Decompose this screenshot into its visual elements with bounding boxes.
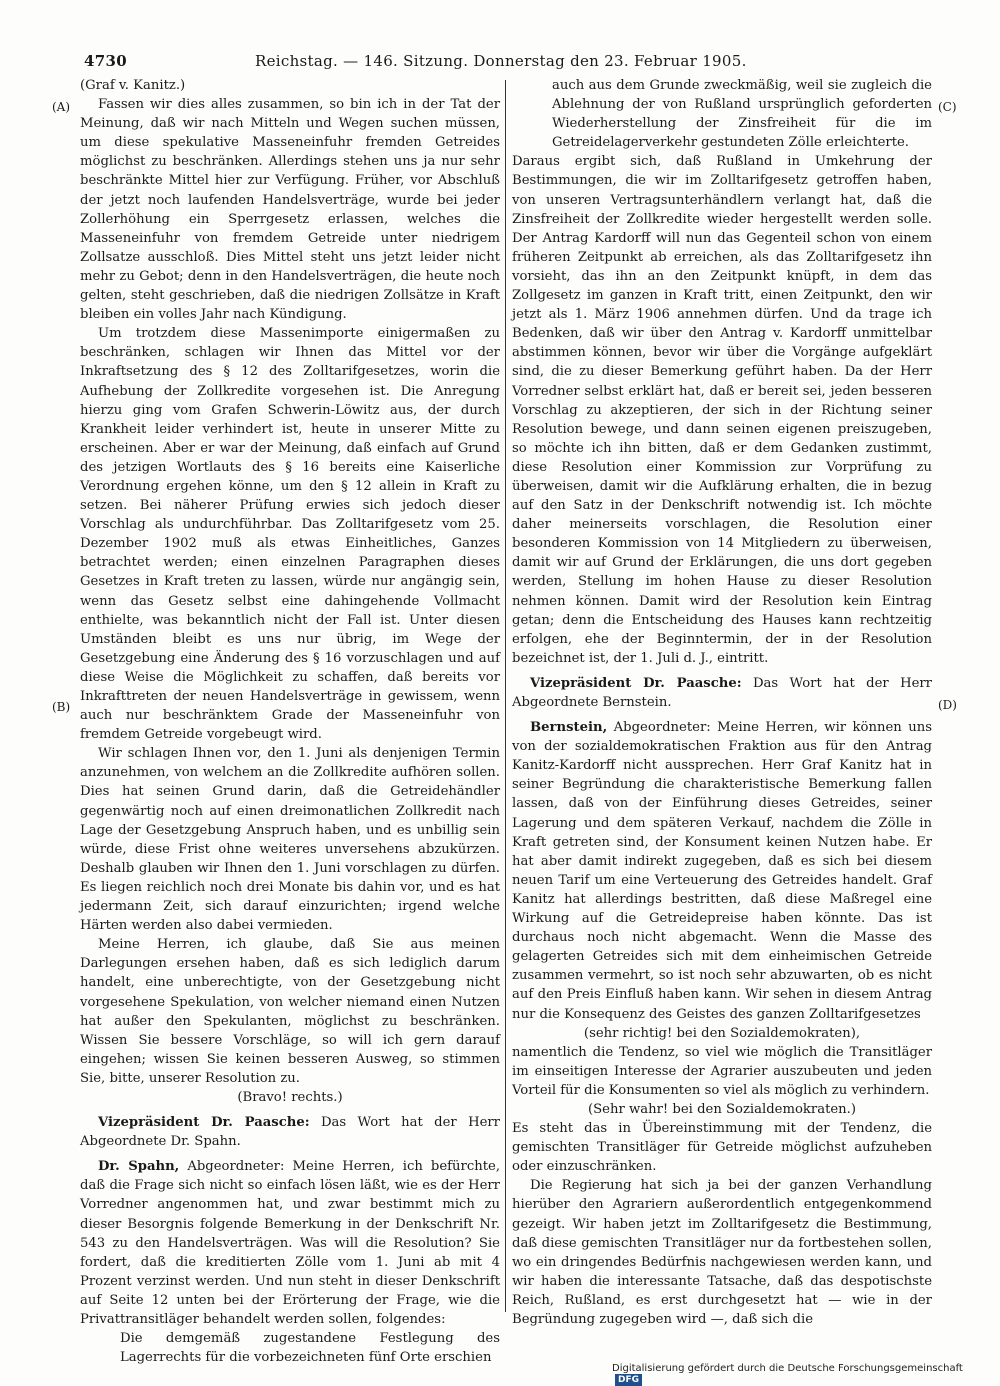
footer-text: Digitalisierung gefördert durch die Deutsche Forschungsgemeinschaft: [612, 1363, 963, 1374]
speaker-name: Dr. Spahn,: [98, 1159, 180, 1175]
speech-text: Abgeordneter: Meine Herren, ich befürchte, daß die Frage sich nicht so einfach lösen läßt, wie es der Herr Vorredner angenommen hat, und zwar bestimmt mich zu dieser Besorgnis folgende Bemerkung in der Denkschrift Nr. 543 zu den Handelsverträgen. Was will die Resolution? Sie fordert, daß die kreditierten Zölle vom 1. Juni ab mit 4 Prozent verzinst werden. Und nun steht in dieser Denkschrift auf Seite 12 unten bei der Erörterung der Frage, wie die Privattransitläger behandelt werden sollen, folgendes:: [80, 1159, 501, 1327]
quotation: Die demgemäß zugestandene Festlegung des Lagerrechts für die vorbezeichneten fünf Orte erschien: [120, 1331, 500, 1366]
column-divider: [505, 80, 506, 1312]
spahn-speech: [80, 1157, 500, 1329]
applause-note: (Bravo! rechts.): [237, 1089, 343, 1105]
speaker-name: Bernstein,: [530, 720, 608, 736]
paragraph: Meine Herren, ich glaube, daß Sie aus meinen Darlegungen ersehen haben, daß es sich lediglich darum handelt, eine unberechtigte, von der Gesetzgebung nicht vorgesehene Spekulation, von welcher niemand einen Nutzen hat außer den Spekulanten, möglichst zu beschränken. Wissen Sie bessere Vorschläge, so will ich gern darauf eingehen; wissen Sie keinen besseren Ausweg, so stimmen Sie, bitte, unserer Resolution zu.: [80, 937, 500, 1086]
paragraph: namentlich die Tendenz, so viel wie möglich die Transitläger im einseitigen Interesse der Agrarier auszubeuten und jeden Vorteil für die Konsumenten so viel als möglich zu verhindern.: [512, 1044, 932, 1098]
remark-text: Das Wort hat der Herr Abgeordnete Bernstein.: [512, 675, 932, 710]
paragraph: Daraus ergibt sich, daß Rußland in Umkehrung der Bestimmungen, die wir im Zolltarifgesetz getroffen haben, von unseren Vertragsunterhändlern verlangt hat, daß die Zinsfreiheit der Zollkredite wieder hergestellt werden solle. Der Antrag Kardorff will nun das Gegenteil schon von einem früheren Zeitpunkt ab erreichen, als das Zolltarifgesetz ihn vorsieht, das ihn an den Zeitpunkt knüpft, in dem das Zollgesetz im ganzen in Kraft tritt, einen Zeitpunkt, den wir jetzt als 1. März 1906 annehmen dürfen. Und da trage ich Bedenken, daß wir über den Antrag v. Kardorff unmittelbar abstimmen können, bevor wir über die Vorgänge aufgeklärt sind, die zu dieser Bemerkung geführt haben. Da der Herr Vorredner selbst erklärt hat, daß er bereit sei, jeden besseren Vorschlag zu akzeptieren, der sich in der Richtung seiner Resolution bewege, und dann seinen eigenen preiszugeben, so möchte ich ihn bitten, daß er dem Gedanken zustimmt, diese Resolution einer Kommission zur Vorprüfung zu überweisen, damit wir die Aufklärung erhalten, die in bezug auf den Satz in der Denkschrift notwendig ist. Ich möchte daher meinerseits vorschlagen, die Resolution einer besonderen Kommission von 14 Mitgliedern zu überweisen, damit wir auf Grund der Erklärungen, die uns dort gegeben werden, Stellung im hohen Hause zu dieser Resolution nehmen können. Damit wird der Resolution kein Eintrag getan; denn die Entscheidung des Hauses kann rechtzeitig erfolgen, ehe der Beginntermin, der in der Resolution bezeichnet ist, der 1. Juli d. J., eintritt.: [512, 154, 932, 666]
vice-president-remark: [512, 674, 932, 712]
paragraph: Die Regierung hat sich ja bei der ganzen Verhandlung hierüber den Agrariern außerordentlich entgegenkommend gezeigt. Wir haben jetzt im Zolltarifgesetz die Bestimmung, daß diese gemischten Transitläger nur da fortbestehen sollen, wo ein dringendes Bedürfnis nachgewiesen werden kann, und wir haben die interessante Tatsache, daß das despotischste Reich, Rußland, es erst durchgesetzt hat — wie in der Begründung zugegeben wird —, daß sich die: [512, 1178, 932, 1327]
remark-text: Das Wort hat der Herr Abgeordnete Dr. Spahn.: [80, 1115, 500, 1150]
margin-marker-b: (B): [52, 700, 71, 714]
paragraph: Wir schlagen Ihnen vor, den 1. Juni als denjenigen Termin anzunehmen, von welchem an die Zollkredite aufhören sollen. Dies hat seinen Grund darin, daß die Getreidehändler gegenwärtig noch auf einen dreimonatlichen Zollkredit nach Lage der Gesetzgebung Anspruch haben, und es unbillig sein würde, diese Frist ohne weiteres unversehens abzukürzen. Deshalb glauben wir Ihnen den 1. Juni vorschlagen zu dürfen. Es liegen reichlich noch drei Monate bis dahin vor, und es hat jedermann Zeit, sich darauf einzurichten; irgend welche Härten werden also dabei vermieden.: [80, 746, 500, 934]
vice-president-remark: [80, 1113, 500, 1151]
margin-marker-d: (D): [938, 698, 957, 712]
paragraph: Fassen wir dies alles zusammen, so bin ich in der Tat der Meinung, daß wir nach Mitteln und Wegen suchen müssen, um diese spekulative Masseneinfuhr fremden Getreides möglichst zu beschränken. Allerdings stehen uns ja nur sehr beschränkte Mittel hier zur Verfügung. Früher, vor Abschluß der jetzt noch laufenden Handelsverträge, wurde bei jeder Zollerhöhung ein Sperrgesetz erlassen, welches die Masseneinfuhr von fremdem Getreide unter niedrigem Zollsatze ausschloß. Dies Mittel steht uns jetzt leider nicht mehr zu Gebot; denn in den Handelsverträgen, die heute noch gelten, steht geschrieben, daß die niedrigen Zollsätze in Kraft bleiben ein volles Jahr nach Kündigung.: [80, 97, 500, 323]
right-column: [512, 76, 932, 1327]
paragraph: Um trotzdem diese Massenimporte einigermaßen zu beschränken, schlagen wir Ihnen das Mittel vor der Inkraftsetzung des § 12 des Zolltarifgesetzes, worin die Aufhebung der Zollkredite vorgesehen ist. Die Anregung hierzu ging vom Grafen Schwerin-Löwitz aus, der durch Krankheit leider verhindert ist, heute in unserer Mitte zu erscheinen. Aber er war der Meinung, daß einfach auf Grund des jetzigen Wortlauts des § 16 bereits eine Kaiserliche Verordnung ergehen könne, um den § 12 allein in Kraft zu setzen. Bei näherer Prüfung erwies sich jedoch dieser Vorschlag als undurchführbar. Das Zolltarifgesetz vom 25. Dezember 1902 muß als etwas Einheitliches, Ganzes betrachtet werden; einen einzelnen Paragraphen dieses Gesetzes in Kraft treten zu lassen, würde nur angängig sein, wenn das Gesetz selbst eine dahingehende Vollmacht enthielte, was bekanntlich nicht der Fall ist. Unter diesen Umständen bleibt es uns nur übrig, im Wege der Gesetzgebung eine Änderung des § 16 vorzuschlagen und auf diese Weise die Möglichkeit zu schaffen, daß bereits vor Inkrafttreten der neuen Handelsverträge in gewissem, wenn auch nur beschränktem Grade der Masseneinfuhr von fremdem Getreide vorgebeugt wird.: [80, 326, 500, 743]
left-column: [80, 76, 501, 1366]
page-header: [80, 50, 936, 74]
margin-marker-c: (C): [938, 100, 957, 114]
speaker-name: Vizepräsident Dr. Paasche:: [98, 1115, 310, 1131]
margin-marker-a: (A): [52, 100, 71, 114]
speaker-note: (Graf v. Kanitz.): [80, 78, 186, 93]
quotation-continued: auch aus dem Grunde zweckmäßig, weil sie zugleich die Ablehnung der von Rußland ursprünglich geforderten Wiederherstellung der Zinsfreiheit für die im Getreidelagerverkehr gestundeten Zölle erleichterte.: [552, 78, 932, 151]
running-title: Reichstag. — 146. Sitzung. Donnerstag den 23. Februar 1905.: [255, 52, 747, 70]
speaker-name: Vizepräsident Dr. Paasche:: [530, 675, 742, 691]
digitization-footer: [612, 1363, 992, 1385]
bernstein-speech: [512, 718, 932, 1024]
interjection: (sehr richtig! bei den Sozialdemokraten),: [583, 1025, 861, 1041]
dfg-logo: DFG: [615, 1374, 642, 1386]
speech-text: Abgeordneter: Meine Herren, wir können uns von der sozialdemokratischen Fraktion aus für den Antrag Kanitz-Kardorff nicht aussprechen. Herr Graf Kanitz hat in seiner Begründung die charakteristische Bemerkung fallen lassen, daß von der Einführung dieses Getreides, seiner Lagerung und dem späteren Verkauf, nachdem die Zölle in Kraft getreten sind, der Konsument keinen Nutzen habe. Er hat aber damit indirekt zugegeben, daß es sich bei diesem neuen Tarif um eine Verteuerung des Getreides handelt. Graf Kanitz hat allerdings bestritten, daß diese Maßregel eine Wirkung auf die Getreidepreise haben könnte. Das ist durchaus noch nicht abgemacht. Wenn die Masse des gelagerten Getreides sich mit dem einheimischen Getreide zusammen vermehrt, so ist noch sehr abzuwarten, ob es nicht auf den Preis Einfluß haben kann. Wir sehen in diesem Antrag nur die Konsequenz des Geistes des ganzen Zolltarifgesetzes: [512, 720, 932, 1022]
page-number: 4730: [84, 52, 127, 70]
interjection: (Sehr wahr! bei den Sozialdemokraten.): [588, 1101, 856, 1117]
paragraph: Es steht das in Übereinstimmung mit der Tendenz, die gemischten Transitläger für Getreide möglichst aufzuheben oder einzuschränken.: [512, 1121, 932, 1175]
